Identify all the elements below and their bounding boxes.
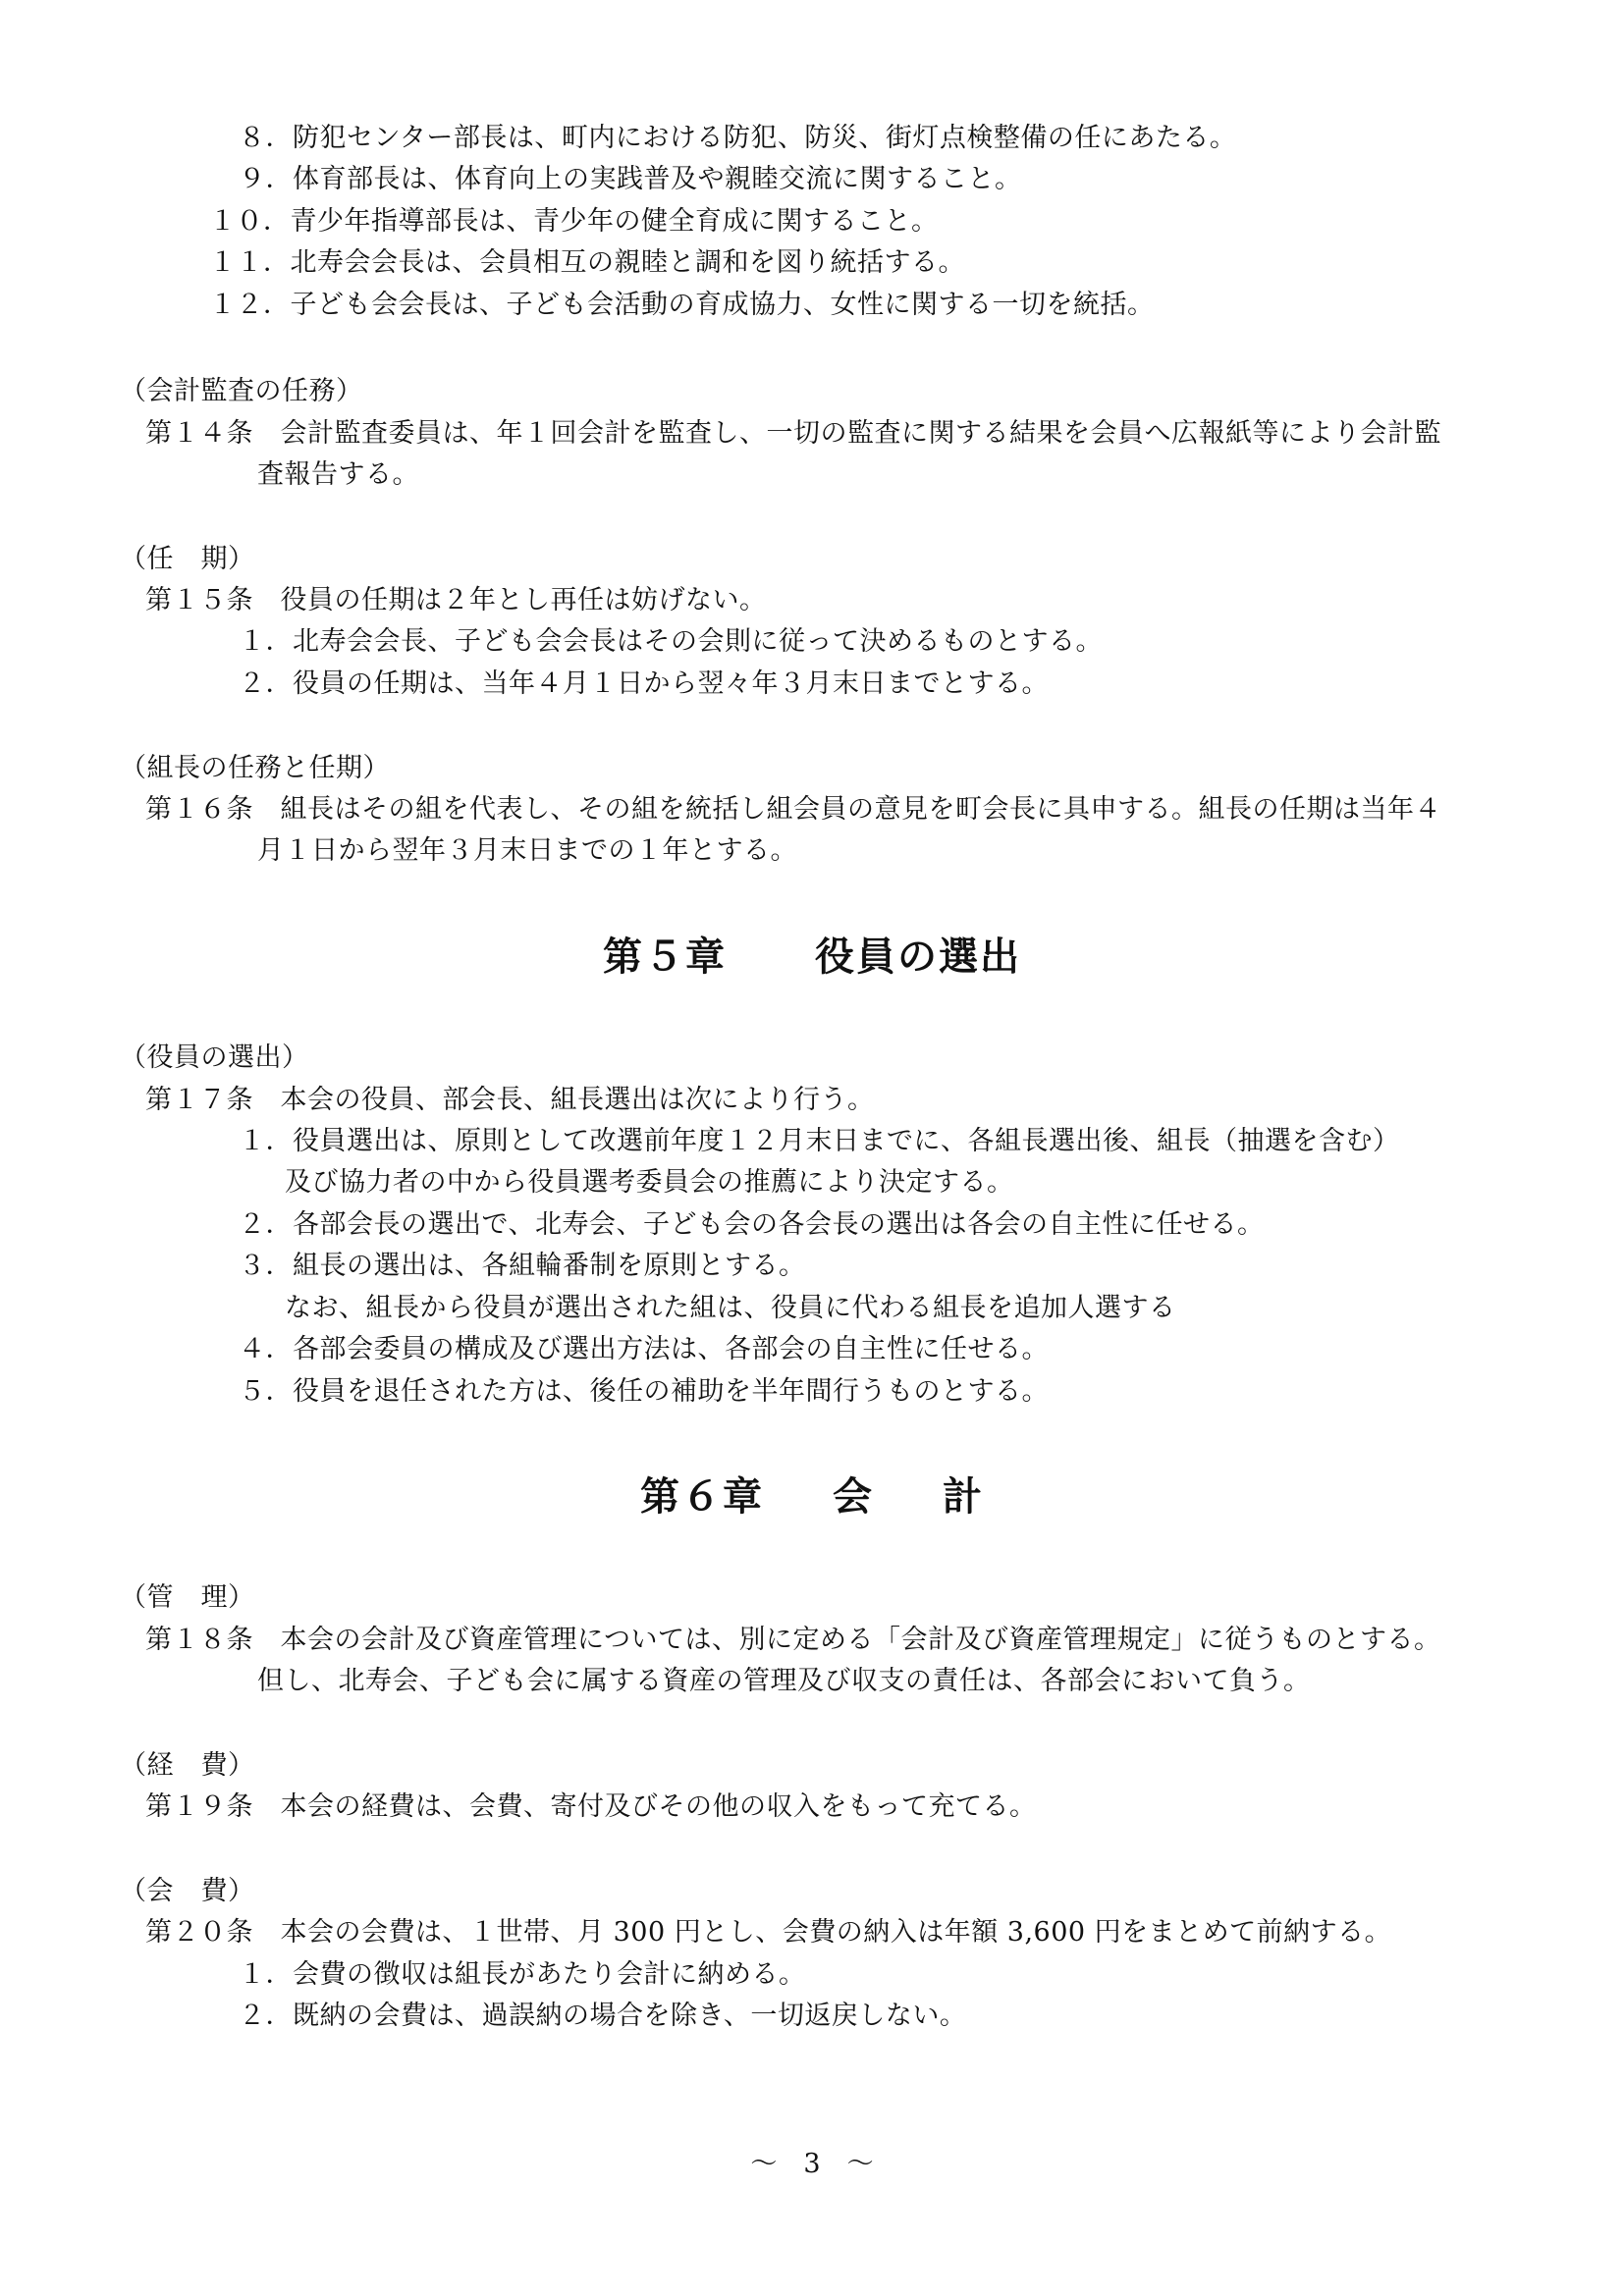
article-20-heading: （会 費） — [120, 1876, 255, 1906]
article-17-item1-cont: 及び協力者の中から役員選考委員会の推薦により決定する。 — [285, 1167, 1014, 1198]
duty-item-11: １１．北寿会会長は、会員相互の親睦と調和を図り統括する。 — [209, 247, 965, 278]
duty-item-8: ８．防犯センター部長は、町内における防犯、防災、街灯点検整備の任にあたる。 — [239, 123, 1237, 153]
article-20-line1: 第２０条 本会の会費は、１世帯、月 300 円とし、会費の納入は年額 3,600 円をまとめて前納する。 — [145, 1917, 1392, 1948]
page-number: ～ 3 ～ — [750, 2149, 874, 2179]
chapter-5-title: 役員の選出 — [815, 934, 1021, 980]
chapter-6-title-b: 計 — [943, 1474, 984, 1520]
article-19-line1: 第１９条 本会の経費は、会費、寄付及びその他の収入をもって充てる。 — [145, 1791, 1037, 1822]
article-14-line1: 第１４条 会計監査委員は、年１回会計を監査し、一切の監査に関する結果を会員へ広報紙等により会計監 — [145, 418, 1441, 449]
chapter-6-heading — [0, 1472, 1624, 1522]
article-16-line1: 第１６条 組長はその組を代表し、その組を統括し組会員の意見を町会長に具申する。組長の任期は当年４ — [145, 794, 1441, 825]
article-16-heading: （組長の任務と任期） — [120, 753, 390, 783]
duty-item-10: １０．青少年指導部長は、青少年の健全育成に関すること。 — [209, 206, 939, 237]
article-17-item2: ２．各部会長の選出で、北寿会、子ども会の各会長の選出は各会の自主性に任せる。 — [239, 1209, 1265, 1240]
article-17-line1: 第１７条 本会の役員、部会長、組長選出は次により行う。 — [145, 1085, 875, 1115]
article-17-heading: （役員の選出） — [120, 1042, 309, 1073]
article-17-item4: ４．各部会委員の構成及び選出方法は、各部会の自主性に任せる。 — [239, 1334, 1049, 1364]
article-17-item1: １．役員選出は、原則として改選前年度１２月末日までに、各組長選出後、組長（抽選を含む） — [239, 1126, 1400, 1156]
article-20-item2: ２．既納の会費は、過誤納の場合を除き、一切返戻しない。 — [239, 2001, 967, 2031]
duty-item-9: ９．体育部長は、体育向上の実践普及や親睦交流に関すること。 — [239, 164, 1022, 194]
article-18-line2: 但し、北寿会、子ども会に属する資産の管理及び収支の責任は、各部会において負う。 — [257, 1666, 1311, 1696]
article-15-item1: １．北寿会会長、子ども会会長はその会則に従って決めるものとする。 — [239, 626, 1103, 657]
article-15-heading: （任 期） — [120, 544, 255, 574]
duty-item-12: １２．子ども会会長は、子ども会活動の育成協力、女性に関する一切を統括。 — [209, 290, 1155, 320]
article-17-item5: ５．役員を退任された方は、後任の補助を半年間行うものとする。 — [239, 1376, 1049, 1407]
article-20-item1: １．会費の徴収は組長があたり会計に納める。 — [239, 1959, 806, 1990]
article-18-heading: （管 理） — [120, 1582, 255, 1613]
article-15-line1: 第１５条 役員の任期は２年とし再任は妨げない。 — [145, 585, 767, 615]
article-15-item2: ２．役員の任期は、当年４月１日から翌々年３月末日までとする。 — [239, 668, 1049, 699]
article-17-item3-cont: なお、組長から役員が選出された組は、役員に代わる組長を追加人選する — [285, 1293, 1176, 1323]
article-16-line2: 月１日から翌年３月末日までの１年とする。 — [257, 835, 797, 866]
article-18-line1: 第１８条 本会の会計及び資産管理については、別に定める「会計及び資産管理規定」に従うものとする。 — [145, 1625, 1441, 1655]
article-14-heading: （会計監査の任務） — [120, 376, 363, 406]
article-17-item3: ３．組長の選出は、各組輪番制を原則とする。 — [239, 1251, 806, 1281]
chapter-5-heading — [0, 933, 1624, 982]
article-14-line2: 査報告する。 — [257, 459, 419, 490]
chapter-6-title-a: 会 — [833, 1474, 874, 1520]
chapter-6-number: 第６章 — [640, 1474, 764, 1520]
article-19-heading: （経 費） — [120, 1750, 255, 1781]
chapter-5-number: 第５章 — [603, 934, 727, 980]
